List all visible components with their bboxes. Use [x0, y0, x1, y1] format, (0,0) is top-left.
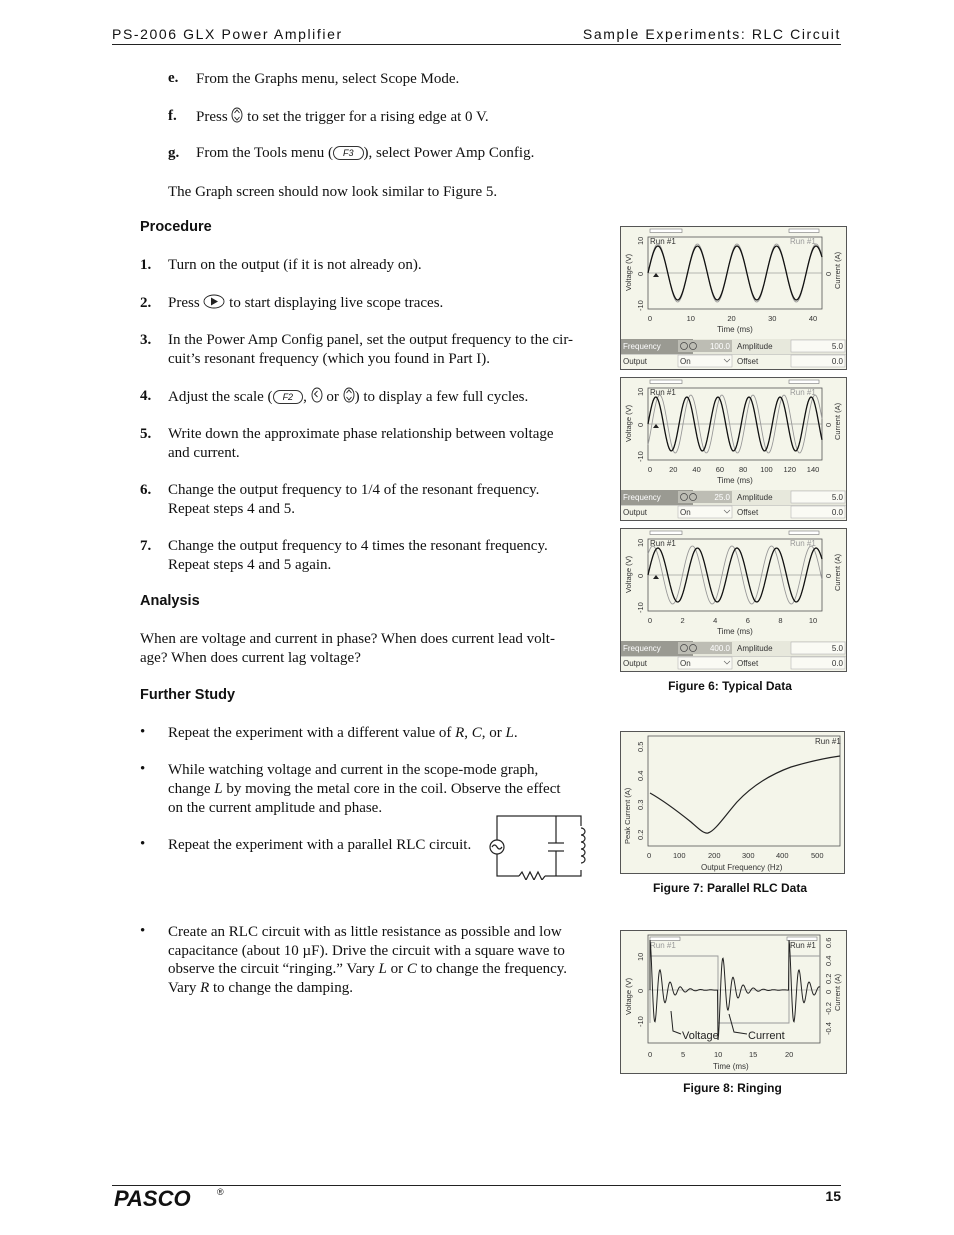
- voltage-square-wave: [650, 956, 820, 1023]
- frequency-value: 25.0: [714, 493, 730, 502]
- frequency-label: Frequency: [623, 493, 661, 502]
- y-tick-label: -0.4: [824, 1022, 833, 1035]
- x-tick-label: 100: [760, 465, 773, 474]
- x-tick-label: 2: [680, 616, 685, 625]
- step-text: Adjust the scale ( F2 , or ) to display a few full cycles.: [168, 389, 529, 405]
- figure-7-caption: Figure 7: Parallel RLC Data: [652, 881, 808, 895]
- step-text: and current.: [168, 445, 240, 461]
- ringing-graph: [620, 930, 847, 1074]
- amplitude-label: Amplitude: [737, 342, 773, 351]
- y-tick-label: 0.4: [824, 955, 833, 966]
- step-label: 3.: [140, 332, 152, 348]
- x-tick-label: 300: [742, 851, 755, 860]
- step-text: Press to set the trigger for a rising edge at 0 V.: [196, 109, 489, 125]
- step-text: Write down the approximate phase relationship between voltage: [168, 426, 554, 442]
- x-tick-label: 30: [768, 314, 777, 323]
- step-text: From the Graphs menu, select Scope Mode.: [196, 71, 460, 87]
- step-text: Repeat steps 4 and 5.: [168, 501, 296, 517]
- svg-text:PASCO: PASCO: [114, 1188, 191, 1210]
- y-tick-label: 0: [636, 988, 645, 993]
- step-label: 6.: [140, 482, 152, 498]
- bullet-text: Create an RLC circuit with as little resistance as possible and low: [168, 924, 562, 940]
- offset-label: Offset: [737, 357, 759, 366]
- step-label: 4.: [140, 388, 152, 404]
- step-text: Press to start displaying live scope traces.: [168, 295, 444, 311]
- bullet: •: [140, 724, 146, 740]
- arrow-left-right-key-icon: [311, 387, 323, 403]
- menu-bar-right: [789, 229, 819, 233]
- y-tick-label: 10: [636, 387, 645, 396]
- y-tick-label: 0.2: [636, 829, 645, 840]
- y-axis-label: Voltage (V): [624, 404, 633, 442]
- x-tick-label: 40: [692, 465, 701, 474]
- step-text: cuit’s resonant frequency (which you found in Part I).: [168, 351, 490, 367]
- play-key-icon: [203, 294, 225, 309]
- x-tick-label: 20: [727, 314, 736, 323]
- parallel-rlc-graph: [620, 731, 845, 874]
- output-label: Output: [623, 508, 648, 517]
- x-tick-label: 8: [778, 616, 783, 625]
- x-tick-label: 60: [715, 465, 725, 474]
- frequency-value: 100.0: [709, 342, 730, 351]
- output-label: Output: [623, 659, 648, 668]
- arrow-up-down-key-icon: [343, 387, 355, 403]
- voltage-label: Voltage: [682, 1030, 719, 1042]
- menu-bar-right: [789, 380, 819, 384]
- run-label: Run #1: [790, 388, 816, 397]
- y-axis-label: Current (A): [833, 402, 842, 440]
- offset-value: 0.0: [831, 659, 843, 668]
- step-text: Turn on the output (if it is not already on).: [168, 257, 422, 273]
- x-tick-label: 6: [745, 616, 750, 625]
- bullet-text: Repeat the experiment with a different value of R, C, or L.: [168, 725, 518, 741]
- step-label: 7.: [140, 538, 152, 554]
- y-tick-label: 0: [824, 573, 833, 578]
- y-tick-label: 10: [636, 538, 645, 547]
- y-axis-label: Peak Current (A): [623, 787, 632, 844]
- bullet-text: observe the circuit “ringing.” Vary L or C to change the frequency.: [168, 961, 568, 977]
- bullet-text: on the current amplitude and phase.: [168, 800, 383, 816]
- registered-mark: ®: [217, 1187, 224, 1197]
- analysis-heading: Analysis: [140, 593, 200, 609]
- offset-value: 0.0: [831, 508, 843, 517]
- arrow-up-down-key-icon: [231, 107, 243, 123]
- x-tick-label: 0: [647, 465, 653, 474]
- x-tick-label: 10: [808, 616, 818, 625]
- y-tick-label: 0: [824, 422, 833, 427]
- menu-bar-left: [650, 380, 682, 384]
- header-section: Sample Experiments: RLC Circuit: [582, 26, 841, 42]
- step-label: f.: [168, 108, 177, 124]
- x-axis-label: Output Frequency (Hz): [701, 863, 783, 872]
- x-tick-label: 20: [785, 1050, 794, 1059]
- bullet-text: change L by moving the metal core in the coil. Observe the effect: [168, 781, 561, 797]
- peak-current-curve: [650, 756, 840, 833]
- amplitude-label: Amplitude: [737, 644, 773, 653]
- trigger-icon: [653, 273, 659, 277]
- step-label: e.: [168, 70, 179, 86]
- offset-label: Offset: [737, 659, 759, 668]
- analysis-text: age? When does current lag voltage?: [140, 650, 361, 666]
- current-label: Current: [748, 1030, 785, 1042]
- output-value: On: [680, 357, 691, 366]
- y-tick-label: 0.2: [824, 973, 833, 984]
- y-tick-label: 0.3: [636, 799, 645, 810]
- step-text: In the Power Amp Config panel, set the output frequency to the cir-: [168, 332, 574, 348]
- amplitude-value: 5.0: [831, 342, 843, 351]
- x-tick-label: 15: [749, 1050, 758, 1059]
- y-tick-label: -0.2: [824, 1002, 833, 1015]
- run-label: Run #1: [650, 237, 676, 246]
- step-label: 2.: [140, 295, 152, 311]
- bullet: •: [140, 761, 146, 777]
- x-tick-label: 200: [708, 851, 721, 860]
- x-tick-label: 0: [647, 314, 653, 323]
- run-label: Run #1: [650, 941, 676, 950]
- y-tick-label: 0: [636, 573, 645, 578]
- header-title: PS-2006 GLX Power Amplifier: [112, 26, 343, 42]
- f3-key-icon: F3: [333, 146, 364, 160]
- x-axis-label: Time (ms): [713, 1062, 749, 1071]
- graph-note: The Graph screen should now look similar to Figure 5.: [168, 184, 498, 200]
- scope-screen-400hz: [620, 528, 847, 672]
- figure-8-caption: Figure 8: Ringing: [683, 1081, 782, 1095]
- page-number: 15: [825, 1188, 841, 1204]
- run-label: Run #1: [790, 941, 816, 950]
- menu-bar-left: [650, 229, 682, 233]
- procedure-heading: Procedure: [140, 219, 212, 235]
- x-tick-label: 0: [647, 851, 652, 860]
- y-tick-label: 0: [636, 422, 645, 427]
- y-axis-label: Current (A): [833, 251, 842, 289]
- x-tick-label: 20: [669, 465, 678, 474]
- x-tick-label: 10: [686, 314, 695, 323]
- y-tick-label: 10: [636, 952, 645, 961]
- amplitude-label: Amplitude: [737, 493, 773, 502]
- parallel-rlc-schematic: [484, 812, 588, 880]
- y-axis-label: Current (A): [833, 973, 842, 1011]
- y-axis-label: Current (A): [833, 553, 842, 591]
- x-tick-label: 500: [811, 851, 824, 860]
- y-tick-label: 0.6: [824, 937, 833, 948]
- step-label: 1.: [140, 257, 152, 273]
- y-tick-label: -10: [636, 300, 645, 311]
- bullet-text: Vary R to change the damping.: [168, 980, 353, 996]
- menu-bar-right: [789, 531, 819, 535]
- step-text: Repeat steps 4 and 5 again.: [168, 557, 332, 573]
- output-value: On: [680, 508, 691, 517]
- y-axis-label: Voltage (V): [624, 555, 633, 593]
- x-tick-label: 100: [673, 851, 686, 860]
- x-axis-label: Time (ms): [717, 627, 753, 636]
- x-tick-label: 80: [738, 465, 748, 474]
- output-label: Output: [623, 357, 648, 366]
- y-tick-label: 0: [824, 989, 833, 994]
- step-label: g.: [168, 145, 180, 161]
- x-tick-label: 40: [808, 314, 818, 323]
- run-label: Run #1: [650, 539, 676, 548]
- y-tick-label: 10: [636, 236, 645, 245]
- bullet-text: Repeat the experiment with a parallel RLC circuit.: [168, 837, 472, 853]
- trigger-icon: [653, 575, 659, 579]
- frequency-value: 400.0: [709, 644, 730, 653]
- y-tick-label: -10: [636, 602, 645, 613]
- menu-bar-left: [650, 531, 682, 535]
- amplitude-value: 5.0: [831, 644, 843, 653]
- offset-value: 0.0: [831, 357, 843, 366]
- bullet: •: [140, 836, 146, 852]
- y-tick-label: 0: [824, 271, 833, 276]
- output-value: On: [680, 659, 691, 668]
- x-axis-label: Time (ms): [717, 476, 753, 485]
- x-tick-label: 0: [648, 1050, 653, 1059]
- x-tick-label: 10: [714, 1050, 723, 1059]
- frequency-label: Frequency: [623, 342, 661, 351]
- x-tick-label: 4: [713, 616, 718, 625]
- x-tick-label: 120: [783, 465, 797, 474]
- y-tick-label: -10: [636, 1016, 645, 1027]
- bullet-text: capacitance (about 10 µF). Drive the circuit with a square wave to: [168, 943, 565, 959]
- y-tick-label: -10: [636, 451, 645, 462]
- scope-screen-25hz: [620, 377, 847, 521]
- bullet: •: [140, 923, 146, 939]
- figure-6-caption: Figure 6: Typical Data: [668, 679, 792, 693]
- run-label: Run #1: [790, 539, 816, 548]
- scope-screen-100hz: [620, 226, 847, 370]
- amplitude-value: 5.0: [831, 493, 843, 502]
- analysis-text: When are voltage and current in phase? When does current lead volt-: [140, 631, 555, 647]
- page-header: [112, 26, 841, 45]
- y-tick-label: 0.5: [636, 741, 645, 752]
- x-axis-label: Time (ms): [717, 325, 753, 334]
- x-tick-label: 400: [776, 851, 789, 860]
- y-tick-label: 0.4: [636, 770, 645, 781]
- footer-rule: [112, 1185, 841, 1186]
- x-tick-label: 5: [681, 1050, 686, 1059]
- further-study-heading: Further Study: [140, 687, 236, 703]
- f2-key-icon: F2: [273, 390, 304, 404]
- step-label: 5.: [140, 426, 152, 442]
- offset-label: Offset: [737, 508, 759, 517]
- run-label: Run #1: [790, 237, 816, 246]
- step-text: Change the output frequency to 4 times the resonant frequency.: [168, 538, 548, 554]
- trigger-icon: [653, 424, 659, 428]
- y-axis-label: Voltage (V): [624, 253, 633, 291]
- step-text: Change the output frequency to 1/4 of the resonant frequency.: [168, 482, 540, 498]
- y-axis-label: Voltage (V): [624, 977, 633, 1015]
- y-tick-label: 0: [636, 271, 645, 276]
- frequency-label: Frequency: [623, 644, 661, 653]
- bullet-text: While watching voltage and current in the scope-mode graph,: [168, 762, 539, 778]
- x-tick-label: 0: [647, 616, 653, 625]
- x-tick-label: 140: [806, 465, 820, 474]
- step-text: From the Tools menu ( F3 ), select Power Amp Config.: [196, 145, 535, 161]
- pasco-logo: [112, 1188, 212, 1210]
- run-label: Run #1: [815, 737, 841, 746]
- run-label: Run #1: [650, 388, 676, 397]
